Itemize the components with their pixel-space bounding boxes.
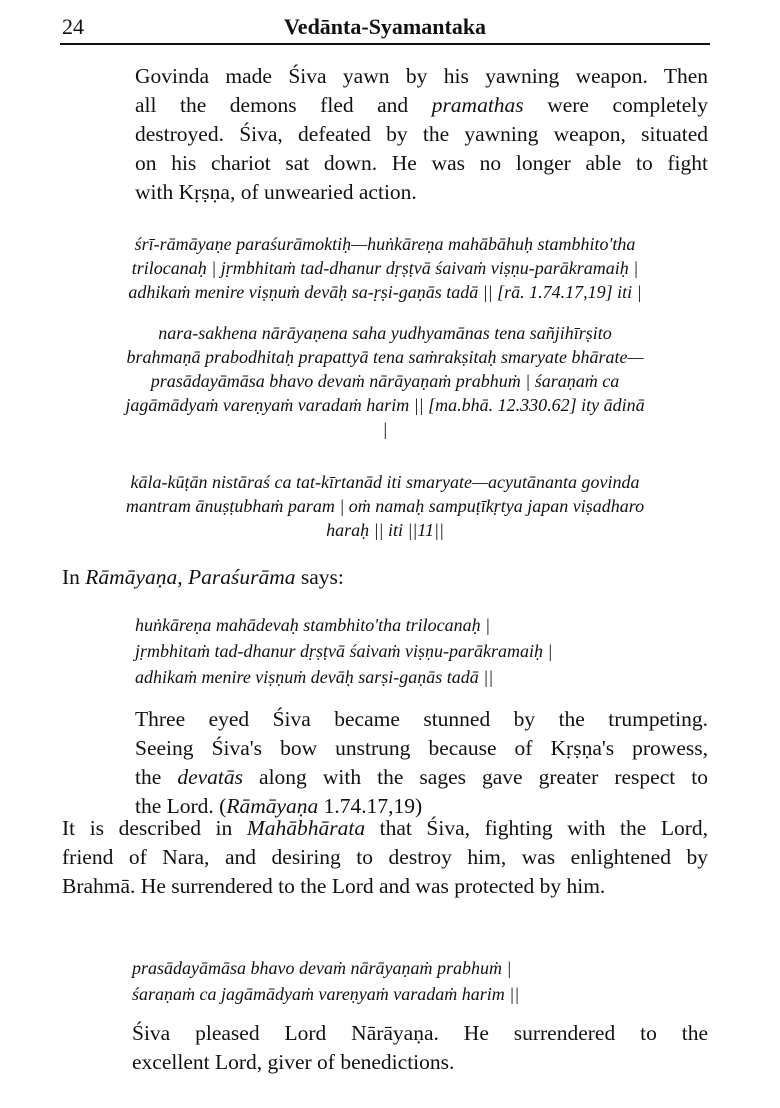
term-ramayana: Rāmāyaṇa: [226, 794, 319, 818]
text-line: on his chariot sat down. He was no longer able to fight: [135, 151, 708, 175]
sanskrit-line: |: [382, 419, 388, 439]
term-ramayana: Rāmāyaṇa: [85, 565, 178, 589]
text-line: Three eyed Śiva became stunned by the trumpeting.: [135, 707, 708, 731]
text-line: Brahmā. He surrendered to the Lord and was protected by him.: [62, 874, 606, 898]
sanskrit-line: mantram ānuṣṭubhaṁ param | oṁ namaḥ sampuṭīkṛtya japan viṣadharo: [125, 496, 645, 516]
verse-quote-mahabharata: [132, 955, 708, 1007]
text-line: with Kṛṣṇa, of unwearied action.: [135, 180, 417, 204]
sanskrit-block-bharata: [60, 321, 710, 441]
sanskrit-block-ramayana: [60, 232, 710, 304]
term-devatas: devatās: [177, 765, 243, 789]
text-line: destroyed. Śiva, defeated by the yawning weapon, situated: [135, 122, 708, 146]
verse-line: jṛmbhitaṁ tad-dhanur dṛṣṭvā śaivaṁ viṣṇu-parākramaiḥ |: [135, 641, 553, 661]
running-title: Vedānta-Syamantaka: [283, 14, 487, 39]
sanskrit-line: śrī-rāmāyaṇe paraśurāmoktiḥ—huṅkāreṇa mahābāhuḥ stambhito'tha: [134, 234, 636, 254]
paragraph-in-ramayana: In Rāmāyaṇa, Paraśurāma says:: [62, 565, 344, 589]
paragraph-translation-mahabharata: [132, 1019, 708, 1077]
text-line: It is described in Mahābhārata that Śiva, fighting with the Lord,: [62, 816, 708, 840]
text-line: friend of Nara, and desiring to destroy him, was enlightened by: [62, 845, 708, 869]
term-parasurama: Paraśurāma: [188, 565, 296, 589]
text-line: the Lord. (Rāmāyaṇa 1.74.17,19): [135, 794, 423, 818]
text-line: the devatās along with the sages gave greater respect to: [135, 765, 708, 789]
sanskrit-line: adhikaṁ menire viṣṇuṁ devāḥ sa-ṛṣi-gaṇās tadā || [rā. 1.74.17,19] iti |: [128, 282, 642, 302]
sanskrit-line: brahmaṇā prabodhitaḥ prapattyā tena saṁrakṣitaḥ smaryate bhārate—: [126, 347, 644, 367]
text-line: Seeing Śiva's bow unstrung because of Kṛṣṇa's prowess,: [135, 736, 708, 760]
sanskrit-line: haraḥ || iti ||11||: [326, 520, 444, 540]
verse-quote-ramayana: [135, 612, 708, 690]
sanskrit-line: nara-sakhena nārāyaṇena saha yudhyamānas tena sañjihīrṣito: [158, 323, 612, 343]
paragraph-govinda: [135, 62, 708, 207]
page-number: 24: [62, 14, 84, 39]
paragraph-translation-ramayana: [135, 705, 708, 821]
header-rule: [60, 43, 710, 45]
term-mahabharata: Mahābhārata: [246, 816, 366, 840]
verse-line: huṅkāreṇa mahādevaḥ stambhito'tha trilocanaḥ |: [135, 615, 491, 635]
sanskrit-line: jagāmādyaṁ vareṇyaṁ varadaṁ harim || [ma.bhā. 12.330.62] ity ādinā: [125, 395, 645, 415]
verse-line: prasādayāmāsa bhavo devaṁ nārāyaṇaṁ prabhuṁ |: [132, 958, 512, 978]
text-line: all the demons fled and pramathas were completely: [135, 93, 708, 117]
text-line: excellent Lord, giver of benedictions.: [132, 1050, 455, 1074]
text-line: Śiva pleased Lord Nārāyaṇa. He surrendered to the: [132, 1021, 708, 1045]
sanskrit-line: prasādayāmāsa bhavo devaṁ nārāyaṇaṁ prabhuṁ | śaraṇaṁ ca: [150, 371, 620, 391]
sanskrit-line: trilocanaḥ | jṛmbhitaṁ tad-dhanur dṛṣṭvā śaivaṁ viṣṇu-parākramaiḥ |: [131, 258, 639, 278]
text-line: Govinda made Śiva yawn by his yawning weapon. Then: [135, 64, 708, 88]
paragraph-mahabharata: [62, 814, 708, 901]
sanskrit-line: kāla-kūṭān nistāraś ca tat-kīrtanād iti smaryate—acyutānanta govinda: [130, 472, 640, 492]
verse-line: śaraṇaṁ ca jagāmādyaṁ vareṇyaṁ varadaṁ harim ||: [132, 984, 520, 1004]
term-pramathas: pramathas: [431, 93, 524, 117]
sanskrit-block-kalakuta: [60, 470, 710, 542]
verse-line: adhikaṁ menire viṣṇuṁ devāḥ sarṣi-gaṇās tadā ||: [135, 667, 494, 687]
page-header: [60, 14, 710, 44]
